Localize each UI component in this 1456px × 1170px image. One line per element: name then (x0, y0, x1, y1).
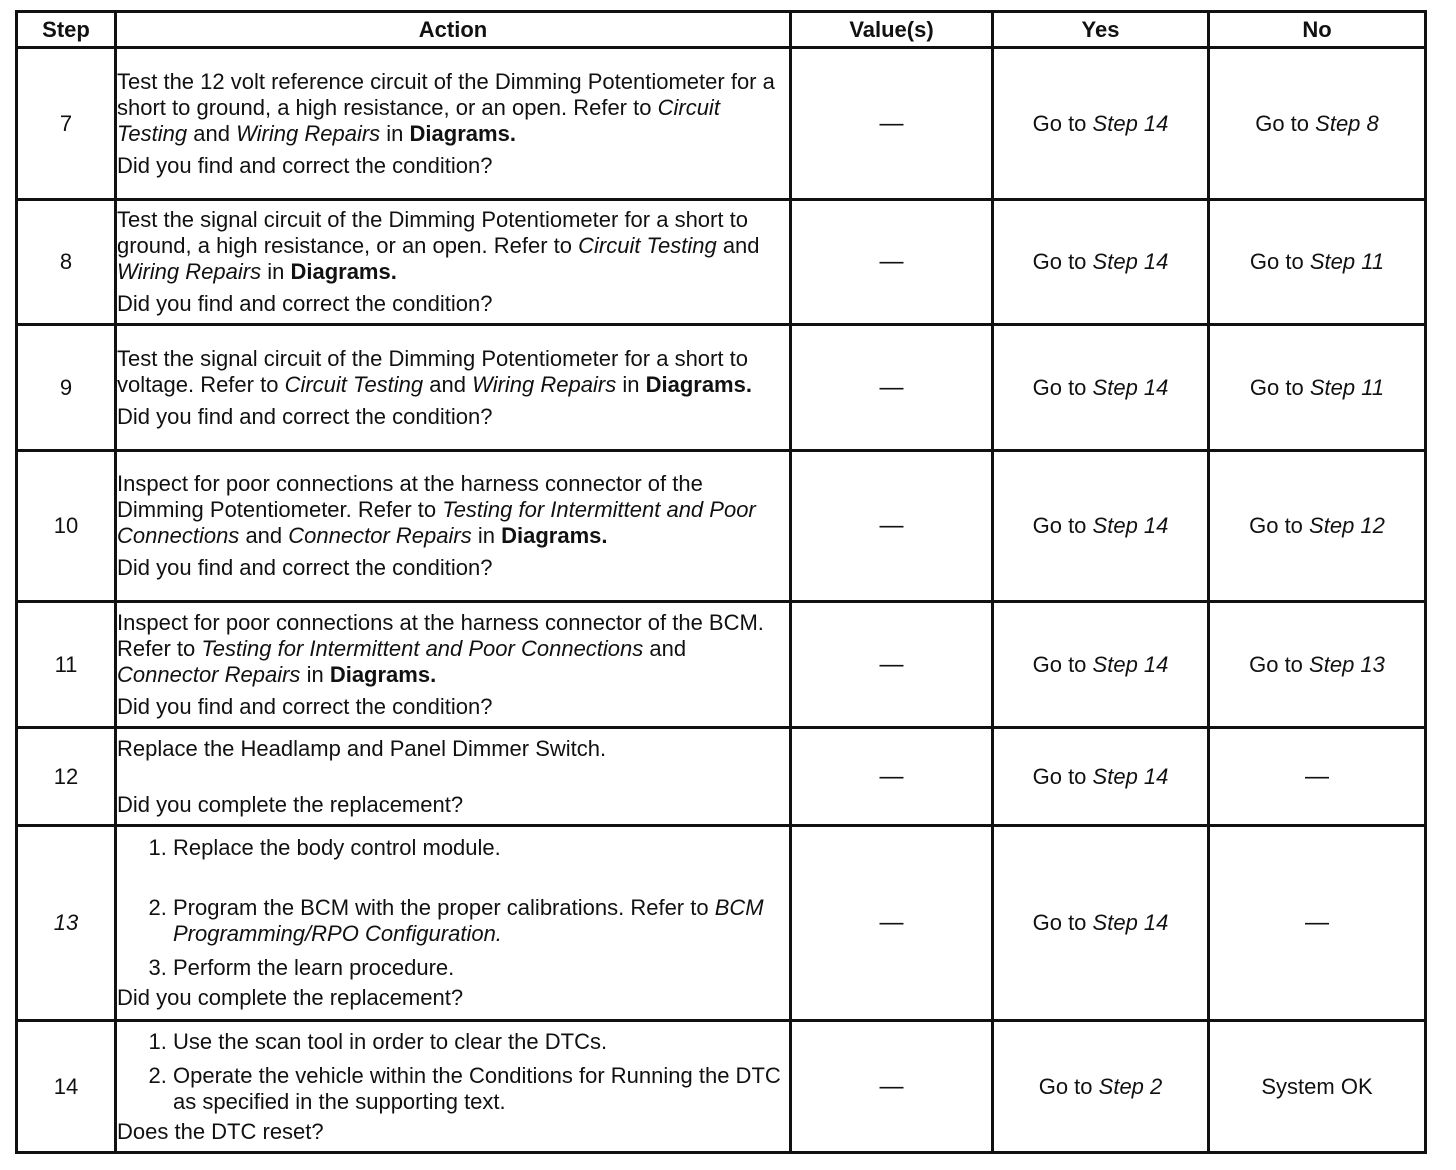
no-cell: System OK (1209, 1021, 1426, 1153)
no-cell: — (1209, 728, 1426, 826)
yes-cell: Go to Step 14 (993, 48, 1209, 200)
value-cell: — (791, 602, 993, 728)
action-text: Test the signal circuit of the Dimming Potentiometer for a short to ground, a high resistance, or an open. Refer to Circuit Testing and Wiring Repairs in Diagrams. (117, 207, 760, 284)
action-question: Did you find and correct the condition? (117, 291, 493, 316)
value-cell: — (791, 826, 993, 1021)
yes-cell: Go to Step 14 (993, 325, 1209, 451)
table-row (17, 1021, 1426, 1153)
value-cell: — (791, 325, 993, 451)
no-cell: Go to Step 12 (1209, 451, 1426, 602)
value-cell: — (791, 451, 993, 602)
action-question: Does the DTC reset? (117, 1118, 324, 1144)
no-cell: — (1209, 826, 1426, 1021)
list-item: 1. Replace the body control module. (173, 835, 789, 861)
action-steps (117, 835, 789, 981)
action-cell (116, 325, 791, 451)
step-number: 14 (17, 1021, 116, 1153)
table-row (17, 602, 1426, 728)
step-number: 10 (17, 451, 116, 602)
value-cell: — (791, 1021, 993, 1153)
table-row (17, 728, 1426, 826)
table-row (17, 200, 1426, 325)
table-row (17, 48, 1426, 200)
no-cell: Go to Step 11 (1209, 325, 1426, 451)
value-cell: — (791, 48, 993, 200)
action-cell (116, 826, 791, 1021)
header-action: Action (116, 12, 791, 48)
yes-cell: Go to Step 14 (993, 602, 1209, 728)
action-question: Did you find and correct the condition? (117, 555, 493, 580)
action-steps (117, 1029, 789, 1115)
action-question: Did you complete the replacement? (117, 985, 464, 1010)
action-question: Did you find and correct the condition? (117, 693, 493, 719)
step-number: 8 (17, 200, 116, 325)
action-text: Inspect for poor connections at the harness connector of the Dimming Potentiometer. Refer to Testing for Intermittent and Poor Connections and Connector Repairs in Diagrams. (117, 471, 756, 548)
header-values: Value(s) (791, 12, 993, 48)
list-item: 3. Perform the learn procedure. (173, 955, 789, 981)
step-number: 13 (17, 826, 116, 1021)
header-step: Step (17, 12, 116, 48)
action-cell (116, 728, 791, 826)
action-question: Did you complete the replacement? (117, 791, 464, 817)
yes-cell: Go to Step 14 (993, 451, 1209, 602)
yes-cell: Go to Step 14 (993, 200, 1209, 325)
diagnostic-table (15, 10, 1427, 1154)
action-cell (116, 602, 791, 728)
table-row (17, 325, 1426, 451)
list-item: 2. Program the BCM with the proper calibrations. Refer to BCM Programming/RPO Configuration. (173, 895, 789, 947)
no-cell: Go to Step 11 (1209, 200, 1426, 325)
value-cell: — (791, 200, 993, 325)
action-question: Did you find and correct the condition? (117, 152, 493, 178)
step-number: 11 (17, 602, 116, 728)
header-row (17, 12, 1426, 48)
list-item: 1. Use the scan tool in order to clear the DTCs. (173, 1029, 789, 1055)
step-number: 7 (17, 48, 116, 200)
action-cell (116, 200, 791, 325)
action-text: Inspect for poor connections at the harness connector of the BCM. Refer to Testing for Intermittent and Poor Connections and Connector Repairs in Diagrams. (117, 609, 764, 687)
action-text: Replace the Headlamp and Panel Dimmer Switch. (117, 735, 607, 761)
step-number: 9 (17, 325, 116, 451)
no-cell: Go to Step 13 (1209, 602, 1426, 728)
value-cell: — (791, 728, 993, 826)
action-cell (116, 451, 791, 602)
action-cell (116, 1021, 791, 1153)
action-text: Test the 12 volt reference circuit of the Dimming Potentiometer for a short to ground, a high resistance, or an open. Refer to Circuit Testing and Wiring Repairs in Diagrams. (117, 68, 775, 146)
header-no: No (1209, 12, 1426, 48)
yes-cell: Go to Step 2 (993, 1021, 1209, 1153)
table-row (17, 826, 1426, 1021)
list-item: 2. Operate the vehicle within the Conditions for Running the DTC as specified in the supporting text. (173, 1063, 789, 1115)
yes-cell: Go to Step 14 (993, 826, 1209, 1021)
yes-cell: Go to Step 14 (993, 728, 1209, 826)
action-cell (116, 48, 791, 200)
step-number: 12 (17, 728, 116, 826)
table-row (17, 451, 1426, 602)
no-cell: Go to Step 8 (1209, 48, 1426, 200)
header-yes: Yes (993, 12, 1209, 48)
action-question: Did you find and correct the condition? (117, 403, 493, 429)
action-text: Test the signal circuit of the Dimming Potentiometer for a short to voltage. Refer to Circuit Testing and Wiring Repairs in Diagrams. (117, 345, 752, 397)
